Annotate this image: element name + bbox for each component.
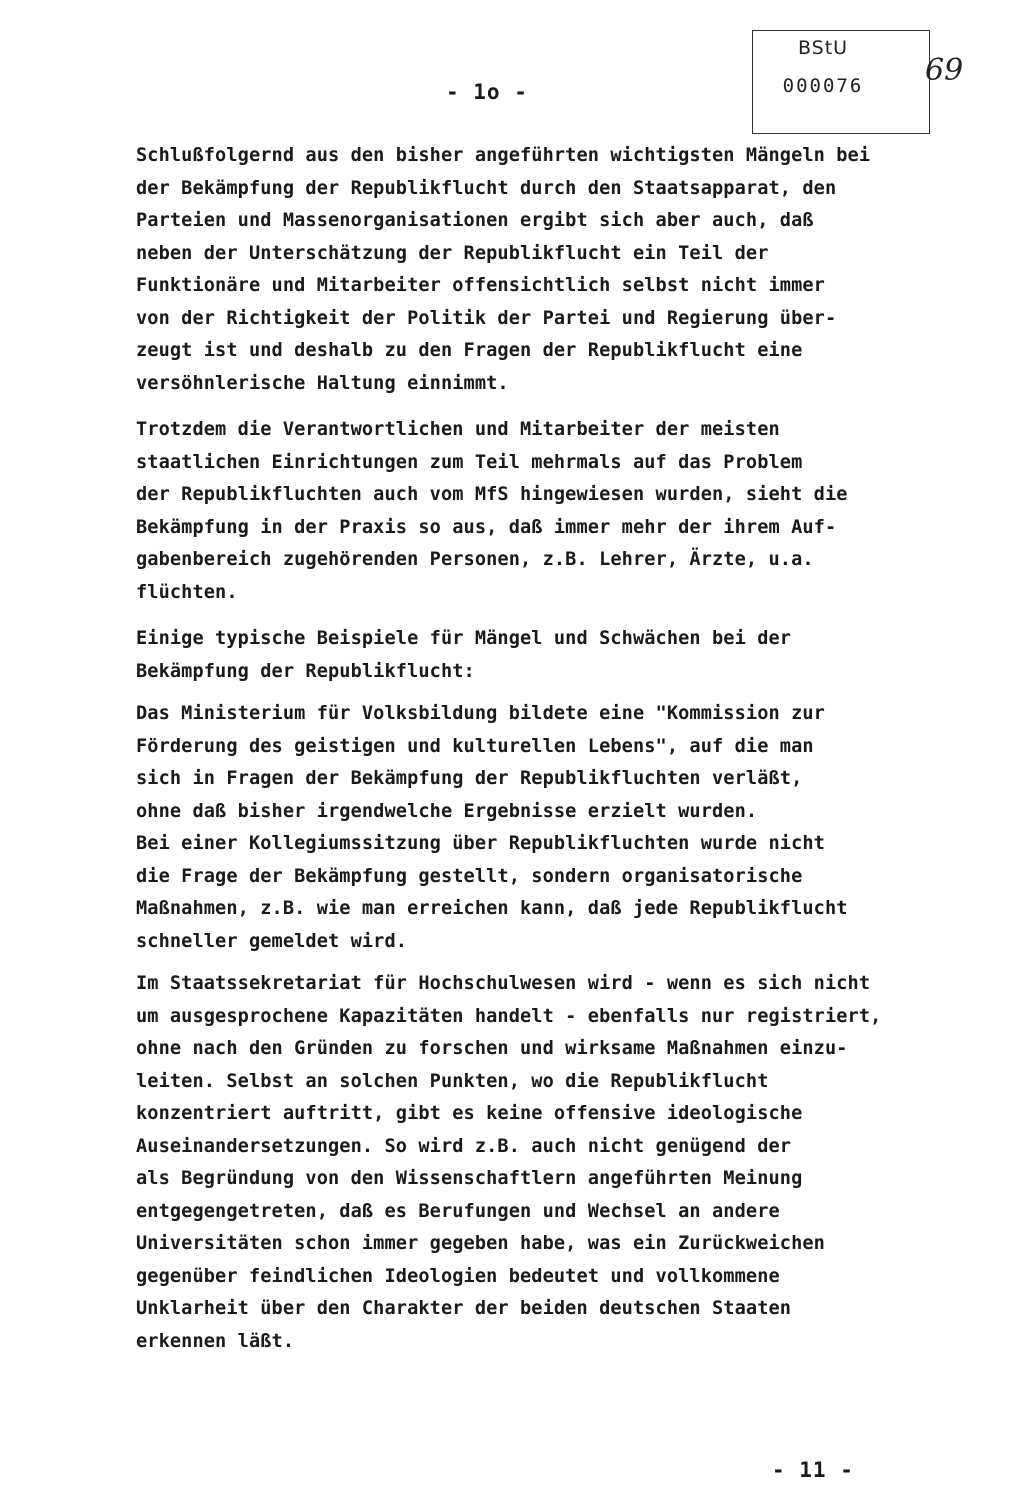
text-line: versöhnlerische Haltung einnimmt.	[136, 372, 509, 394]
text-line: von der Richtigkeit der Politik der Partei und Regierung über-	[136, 307, 837, 329]
paragraph	[136, 140, 1016, 400]
text-line: schneller gemeldet wird.	[136, 930, 408, 952]
text-line: entgegengetreten, daß es Berufungen und Wechsel an andere	[136, 1200, 780, 1222]
paragraph	[136, 414, 1016, 609]
text-line: als Begründung von den Wissenschaftlern angeführten Meinung	[136, 1168, 803, 1189]
next-page-indicator: - 11 -	[772, 1458, 854, 1482]
text-line: Bekämpfung der Republikflucht:	[136, 660, 475, 682]
text-line: leiten. Selbst an solchen Punkten, wo die Republikflucht	[136, 1070, 769, 1092]
section-heading	[136, 623, 1016, 688]
text-line: Trotzdem die Verantwortlichen und Mitarbeiter der meisten	[136, 419, 780, 440]
text-line: der Republikfluchten auch vom MfS hingewiesen wurden, sieht die	[136, 484, 848, 505]
text-line: Einige typische Beispiele für Mängel und Schwächen bei der	[136, 628, 792, 649]
text-line: die Frage der Bekämpfung gestellt, sondern organisatorische	[136, 865, 803, 887]
text-line: gegenüber feindlichen Ideologien bedeutet und vollkommene	[136, 1265, 780, 1287]
text-line: flüchten.	[136, 581, 238, 603]
text-line: Im Staatssekretariat für Hochschulwesen wird - wenn es sich nicht	[136, 973, 871, 994]
text-line: Unklarheit über den Charakter der beiden deutschen Staaten	[136, 1298, 792, 1319]
paragraph	[136, 968, 1016, 1358]
text-line: Bekämpfung in der Praxis so aus, daß immer mehr der ihrem Auf-	[136, 516, 837, 538]
page-number-top: - 1o -	[446, 80, 528, 104]
text-line: Funktionäre und Mitarbeiter offensichtlich selbst nicht immer	[136, 275, 825, 296]
text-line: ohne nach den Gründen zu forschen und wirksame Maßnahmen einzu-	[136, 1038, 848, 1059]
text-line: Bei einer Kollegiumssitzung über Republikfluchten wurde nicht	[136, 833, 825, 854]
handwritten-page-number: 69	[925, 53, 964, 88]
text-line: zeugt ist und deshalb zu den Fragen der Republikflucht eine	[136, 340, 803, 361]
text-line: sich in Fragen der Bekämpfung der Republikfluchten verläßt,	[136, 768, 803, 789]
text-line: konzentriert auftritt, gibt es keine offensive ideologische	[136, 1103, 803, 1124]
stamp-document-number: 000076	[782, 75, 864, 97]
text-line: ohne daß bisher irgendwelche Ergebnisse erzielt wurden.	[136, 800, 758, 822]
text-line: neben der Unterschätzung der Republikflucht ein Teil der	[136, 242, 769, 264]
text-line: um ausgesprochene Kapazitäten handelt - ebenfalls nur registriert,	[136, 1005, 882, 1027]
text-line: Parteien und Massenorganisationen ergibt sich aber auch, daß	[136, 210, 814, 231]
text-line: Das Ministerium für Volksbildung bildete eine "Kommission zur	[136, 703, 825, 724]
text-line: Maßnahmen, z.B. wie man erreichen kann, daß jede Republikflucht	[136, 898, 848, 919]
document-body	[136, 140, 1016, 1358]
text-line: erkennen läßt.	[136, 1330, 295, 1352]
text-line: Universitäten schon immer gegeben habe, was ein Zurückweichen	[136, 1233, 825, 1254]
text-line: staatlichen Einrichtungen zum Teil mehrmals auf das Problem	[136, 451, 803, 473]
text-line: Förderung des geistigen und kulturellen Lebens", auf die man	[136, 735, 814, 757]
text-line: Schlußfolgernd aus den bisher angeführten wichtigsten Mängeln bei	[136, 145, 871, 166]
text-line: Auseinandersetzungen. So wird z.B. auch nicht genügend der	[136, 1135, 792, 1157]
text-line: gabenbereich zugehörenden Personen, z.B. Lehrer, Ärzte, u.a.	[136, 549, 814, 570]
paragraph	[136, 698, 1016, 958]
stamp-agency-label: BStU	[797, 37, 849, 59]
archive-stamp	[752, 30, 964, 134]
text-line: der Bekämpfung der Republikflucht durch den Staatsapparat, den	[136, 177, 837, 199]
